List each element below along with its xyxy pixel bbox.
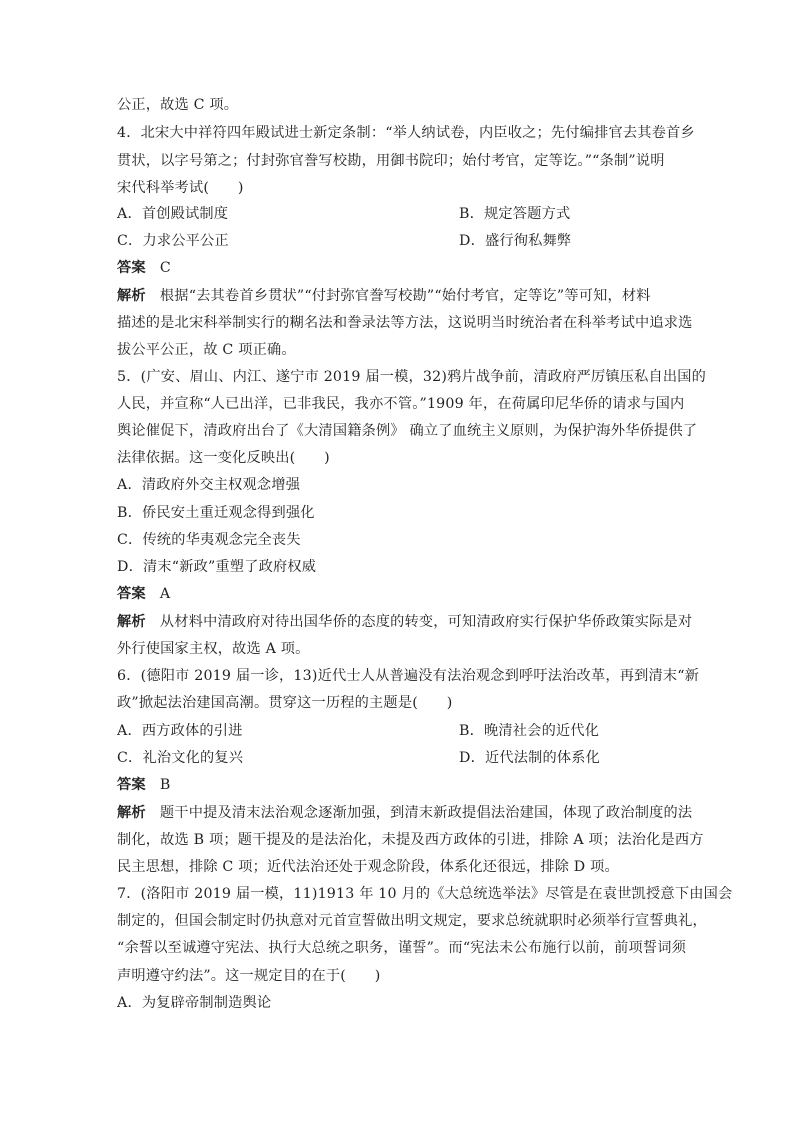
- q6-option-d: D．近代法制的体系化: [459, 750, 601, 766]
- q4-options-row-1: [117, 204, 571, 224]
- q6-analysis-line-3: 民主思想，排除 C 项；近代法治还处于观念阶段，体系化还很远，排除 D 项。: [117, 859, 619, 875]
- q5-option-a: A．清政府外交主权观念增强: [117, 477, 301, 493]
- answer-label: 答案: [117, 777, 146, 793]
- q5-analysis-line-2: 外行使国家主权，故选 A 项。: [117, 641, 310, 657]
- analysis-label: 解析: [117, 614, 146, 630]
- q4-stem-line-2: 贯状，以字号第之；付封弥官誊写校勘，用御书院印；始付考官，定等讫。”“条制”说明: [117, 153, 665, 169]
- q5-answer: [117, 584, 170, 604]
- answer-label: 答案: [117, 260, 146, 276]
- q6-analysis-line-1: 解析 题干中提及清末法治观念逐渐加强，到清末新政提倡法治建国，体现了政治制度的法: [117, 805, 693, 821]
- q6-option-b: B．晚清社会的近代化: [459, 723, 600, 739]
- answer-value: A: [159, 586, 171, 602]
- q5-stem-line-2: 人民，并宣称“人已出洋，已非我民，我亦不管。”1909 年，在荷属印尼华侨的请求与国内: [117, 396, 685, 412]
- q6-stem-line-1: 6．(德阳市 2019 届一诊，13)近代士人从普遍没有法治观念到呼吁法治改革，再到清末“新: [117, 668, 700, 684]
- q4-option-b: B．规定答题方式: [459, 206, 571, 222]
- q6-options-row-2: [117, 748, 601, 768]
- q5-option-d: D．清末“新政”重塑了政府权威: [117, 559, 317, 575]
- q6-analysis-line-2: 制化，故选 B 项；题干提及的是法治化，未提及西方政体的引进，排除 A 项；法治化是西方: [117, 832, 704, 848]
- q5-option-c: C．传统的华夷观念完全丧失: [117, 532, 301, 548]
- q4-analysis-line-1: 解析 根据“去其卷首乡贯状”“付封弥官誊写校勘”“始付考官，定等讫”等可知，材料: [117, 288, 651, 304]
- q5-stem-line-3: 舆论催促下，清政府出台了《大清国籍条例》 确立了血统主义原则，为保护海外华侨提供了: [117, 423, 698, 439]
- answer-label: 答案: [117, 586, 146, 602]
- q7-stem-line-3: “余誓以至诚遵守宪法、执行大总统之职务，谨誓”。而“宪法未公布施行以前，前项誓词须: [117, 940, 687, 956]
- q5-analysis-line-1: 解析 从材料中清政府对待出国华侨的态度的转变，可知清政府实行保护华侨政策实际是对: [117, 614, 693, 630]
- q5-stem-line-1: 5．(广安、眉山、内江、遂宁市 2019 届一模，32)鸦片战争前，清政府严厉镇压私自出国的: [117, 369, 707, 385]
- q7-option-a: A．为复辟帝制制造舆论: [117, 995, 272, 1011]
- q4-option-d: D．盛行徇私舞弊: [459, 233, 572, 249]
- q6-answer: [117, 775, 171, 795]
- q4-options-row-2: [117, 231, 572, 251]
- answer-value: B: [159, 777, 171, 793]
- continuation-text: 公正，故选 C 项。: [117, 97, 239, 113]
- analysis-label: 解析: [117, 805, 146, 821]
- q6-options-row-1: [117, 721, 600, 741]
- q7-stem-line-2: 制定的，但国会制定时仍执意对元首宣誓做出明文规定，要求总统就职时必须举行宣誓典礼，: [117, 913, 707, 929]
- q6-stem-line-2: 政”掀起法治建国高潮。贯穿这一历程的主题是( ): [117, 695, 453, 711]
- q6-option-c: C．礼治文化的复兴: [117, 750, 244, 766]
- q7-stem-line-1: 7．(洛阳市 2019 届一模，11)1913 年 10 月的《大总统选举法》尽管是在袁世凯授意下由国会: [117, 886, 733, 902]
- q4-answer: [117, 258, 171, 278]
- answer-value: C: [159, 260, 171, 276]
- q7-stem-line-4: 声明遵守约法”。这一规定目的在于( ): [117, 968, 381, 984]
- q5-option-b: B．侨民安土重迁观念得到强化: [117, 505, 315, 521]
- q6-option-a: A．西方政体的引进: [117, 723, 243, 739]
- q4-analysis-line-2: 描述的是北宋科举制实行的糊名法和誊录法等方法，这说明当时统治者在科举考试中追求选: [117, 315, 693, 331]
- q4-option-a: A．首创殿试制度: [117, 206, 229, 222]
- q5-stem-line-4: 法律依据。这一变化反映出( ): [117, 450, 330, 466]
- q4-stem-line-1: 4．北宋大中祥符四年殿试进士新定条制：“举人纳试卷，内臣收之；先付编排官去其卷首乡: [117, 125, 695, 141]
- q4-stem-line-3: 宋代科举考试( ): [117, 180, 244, 196]
- analysis-label: 解析: [117, 288, 146, 304]
- q4-option-c: C．力求公平公正: [117, 233, 229, 249]
- q4-analysis-line-3: 拔公平公正，故 C 项正确。: [117, 342, 296, 358]
